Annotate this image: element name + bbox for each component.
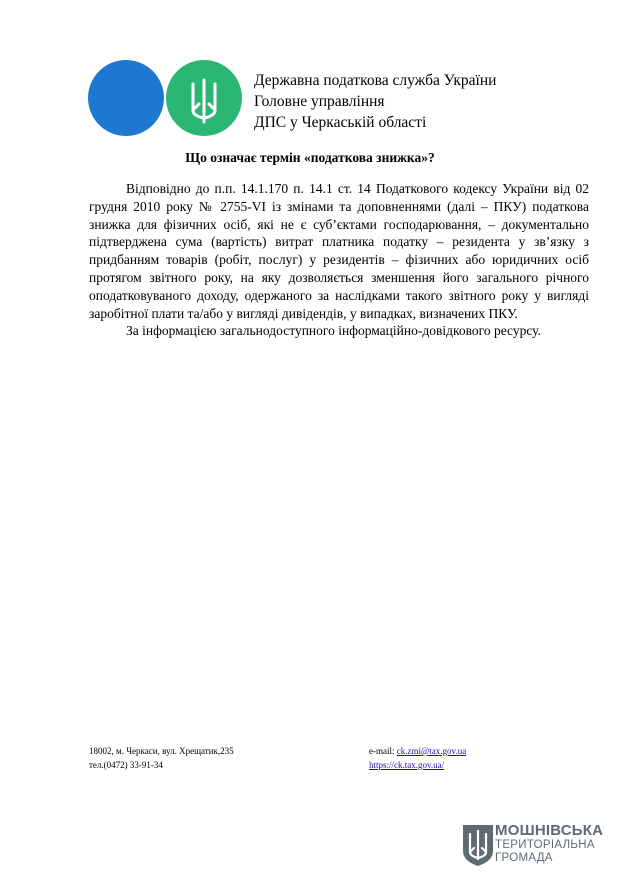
organization-header [254,70,496,133]
footer-address: 18002, м. Черкаси, вул. Хрещатик,235 [89,746,234,756]
blue-circle [88,60,164,136]
community-watermark [495,823,603,865]
region-name: ДПС у Черкаській області [254,114,427,131]
document-body [89,180,589,340]
dps-logo [88,58,244,138]
paragraph-source: За інформацією загальнодоступного інформаційно-довідкового ресурсу. [126,323,541,339]
department-name: Головне управління [254,93,385,110]
watermark-line2: ТЕРИТОРІАЛЬНА [495,839,595,851]
document-title: Що означає термін «податкова знижка»? [185,150,435,165]
footer-phone: тел.(0472) 33-91-34 [89,760,163,770]
watermark-line3: ГРОМАДА [495,852,553,864]
website-link[interactable]: https://ck.tax.gov.ua/ [369,760,445,770]
trident-icon [461,823,495,867]
email-link[interactable]: ck.zmi@tax.gov.ua [396,746,467,756]
footer-email-row [369,744,466,758]
footer-contacts [89,744,234,772]
organization-name: Державна податкова служба України [254,72,497,89]
footer-online [369,744,466,772]
email-label: e-mail: [369,746,397,756]
paragraph-definition: Відповідно до п.п. 14.1.170 п. 14.1 ст. 14 Податкового кодексу України від 02 грудня 2010 року № 2755-VI із змінами та доповненнями (далі – ПКУ) податкова знижка для фізичних осіб, які не є суб’єктами господарювання, – документально підтверджена сума (вартість) витрат платника податку – резидента у зв’язку з придбанням товарів (робіт, послуг) у резидентів – фізичних або юридичних осіб протягом звітного року, на яку дозволяється зменшення його загального річного оподатковуваного доходу, одержаного за наслідками такого звітного року у вигляді заробітної плати та/або у вигляді дивідендів, у випадках, визначених ПКУ. [89,181,589,321]
watermark-line1: МОШНІВСЬКА [495,822,604,839]
